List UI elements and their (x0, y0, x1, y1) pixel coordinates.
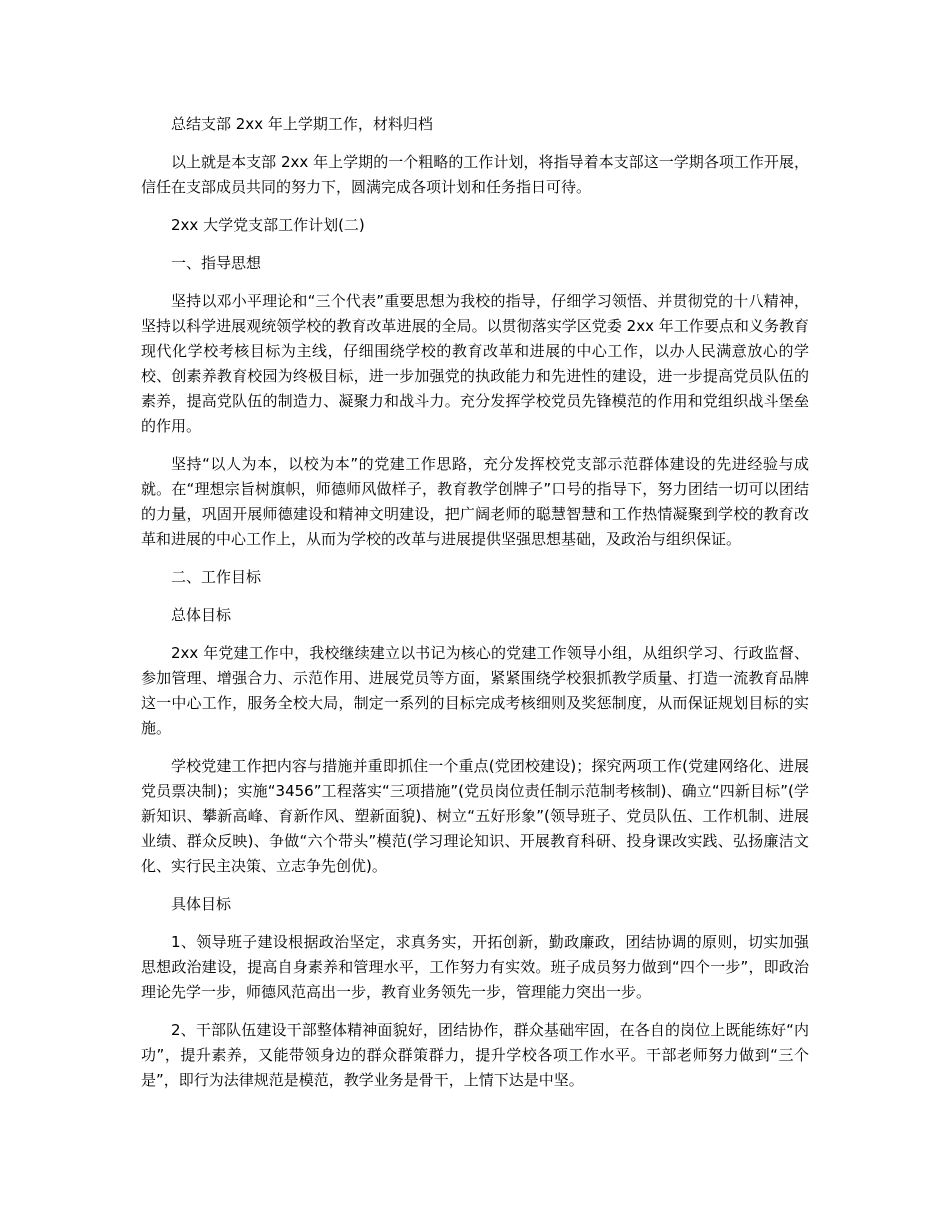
paragraph-party-building-measures: 学校党建工作把内容与措施并重即抓住一个重点(党团校建设)；探究两项工作(党建网络化、进展党员票决制)；实施“3456”工程落实“三项措施”(党员岗位责任制示范制考核制)、确立“四新目标”(学新知识、攀新高峰、育新作风、塑新面貌)、树立“五好形象”(领导班子、党员队伍、工作机制、进展业绩、群众反映)、争做“六个带头”模范(学习理论知识、开展教育科研、投身课改实践、弘扬廉洁文化、实行民主决策、立志争先创优)。 (141, 757, 809, 875)
paragraph-overall-goals-body: 2xx 年党建工作中，我校继续建立以书记为核心的党建工作领导小组，从组织学习、行政监督、参加管理、增强合力、示范作用、进展党员等方面，紧紧围绕学校狠抓教学质量、打造一流教育品牌这一中心工作，服务全校大局，制定一系列的目标完成考核细则及奖惩制度，从而保证规划目标的实施。 (141, 644, 809, 737)
paragraph-leadership-team: 1、领导班子建设根据政治坚定，求真务实，开拓创新，勤政廉政，团结协调的原则，切实加强思想政治建设，提高自身素养和管理水平，工作努力有实效。班子成员努力做到“四个一步”，即政治理论先学一步，师德风范高出一步，教育业务领先一步，管理能力突出一步。 (141, 933, 809, 1001)
paragraph-plan-conclusion: 以上就是本支部 2xx 年上学期的一个粗略的工作计划，将指导着本支部这一学期各项工作开展，信任在支部成员共同的努力下，圆满完成各项计划和任务指日可待。 (141, 153, 809, 196)
heading-overall-goals: 总体目标 (171, 606, 232, 624)
paragraph-summary-archive: 总结支部 2xx 年上学期工作，材料归档 (171, 115, 433, 133)
paragraph-people-oriented: 坚持“以人为本，以校为本”的党建工作思路，充分发挥校党支部示范群体建设的先进经验与成就。在“理想宗旨树旗帜，师德师风做样子，教育教学创牌子”口号的指导下，努力团结一切可以团结的力量，巩固开展师德建设和精神文明建设，把广阔老师的聪慧智慧和工作热情凝聚到学校的教育改革和进展的中心工作上，从而为学校的改革与进展提供坚强思想基础，及政治与组织保证。 (141, 455, 809, 548)
section-title-plan-two: 2xx 大学党支部工作计划(二) (171, 216, 365, 234)
heading-guiding-ideology: 一、指导思想 (171, 254, 262, 272)
document-page (141, 112, 809, 1106)
paragraph-ideology-body: 坚持以邓小平理论和“三个代表”重要思想为我校的指导，仔细学习领悟、并贯彻党的十八精神，坚持以科学进展观统领学校的教育改革进展的全局。以贯彻落实学区党委 2xx 年工作要点和义务教育现代化学校考核目标为主线，仔细围绕学校的教育改革和进展的中心工作，以办人民满意放心的学校、创素养教育校园为终极目标，进一步加强党的执政能力和先进性的建设，进一步提高党员队伍的素养，提高党队伍的制造力、凝聚力和战斗力。充分发挥学校党员先锋模范的作用和党组织战斗堡垒的作用。 (141, 292, 809, 435)
heading-specific-goals: 具体目标 (171, 895, 232, 913)
heading-work-goals: 二、工作目标 (171, 568, 262, 586)
paragraph-cadre-team: 2、干部队伍建设干部整体精神面貌好，团结协作，群众基础牢固，在各自的岗位上既能练好“内功”，提升素养，又能带领身边的群众群策群力，提升学校各项工作水平。干部老师努力做到“三个是”，即行为法律规范是模范，教学业务是骨干，上情下达是中坚。 (141, 1021, 809, 1089)
